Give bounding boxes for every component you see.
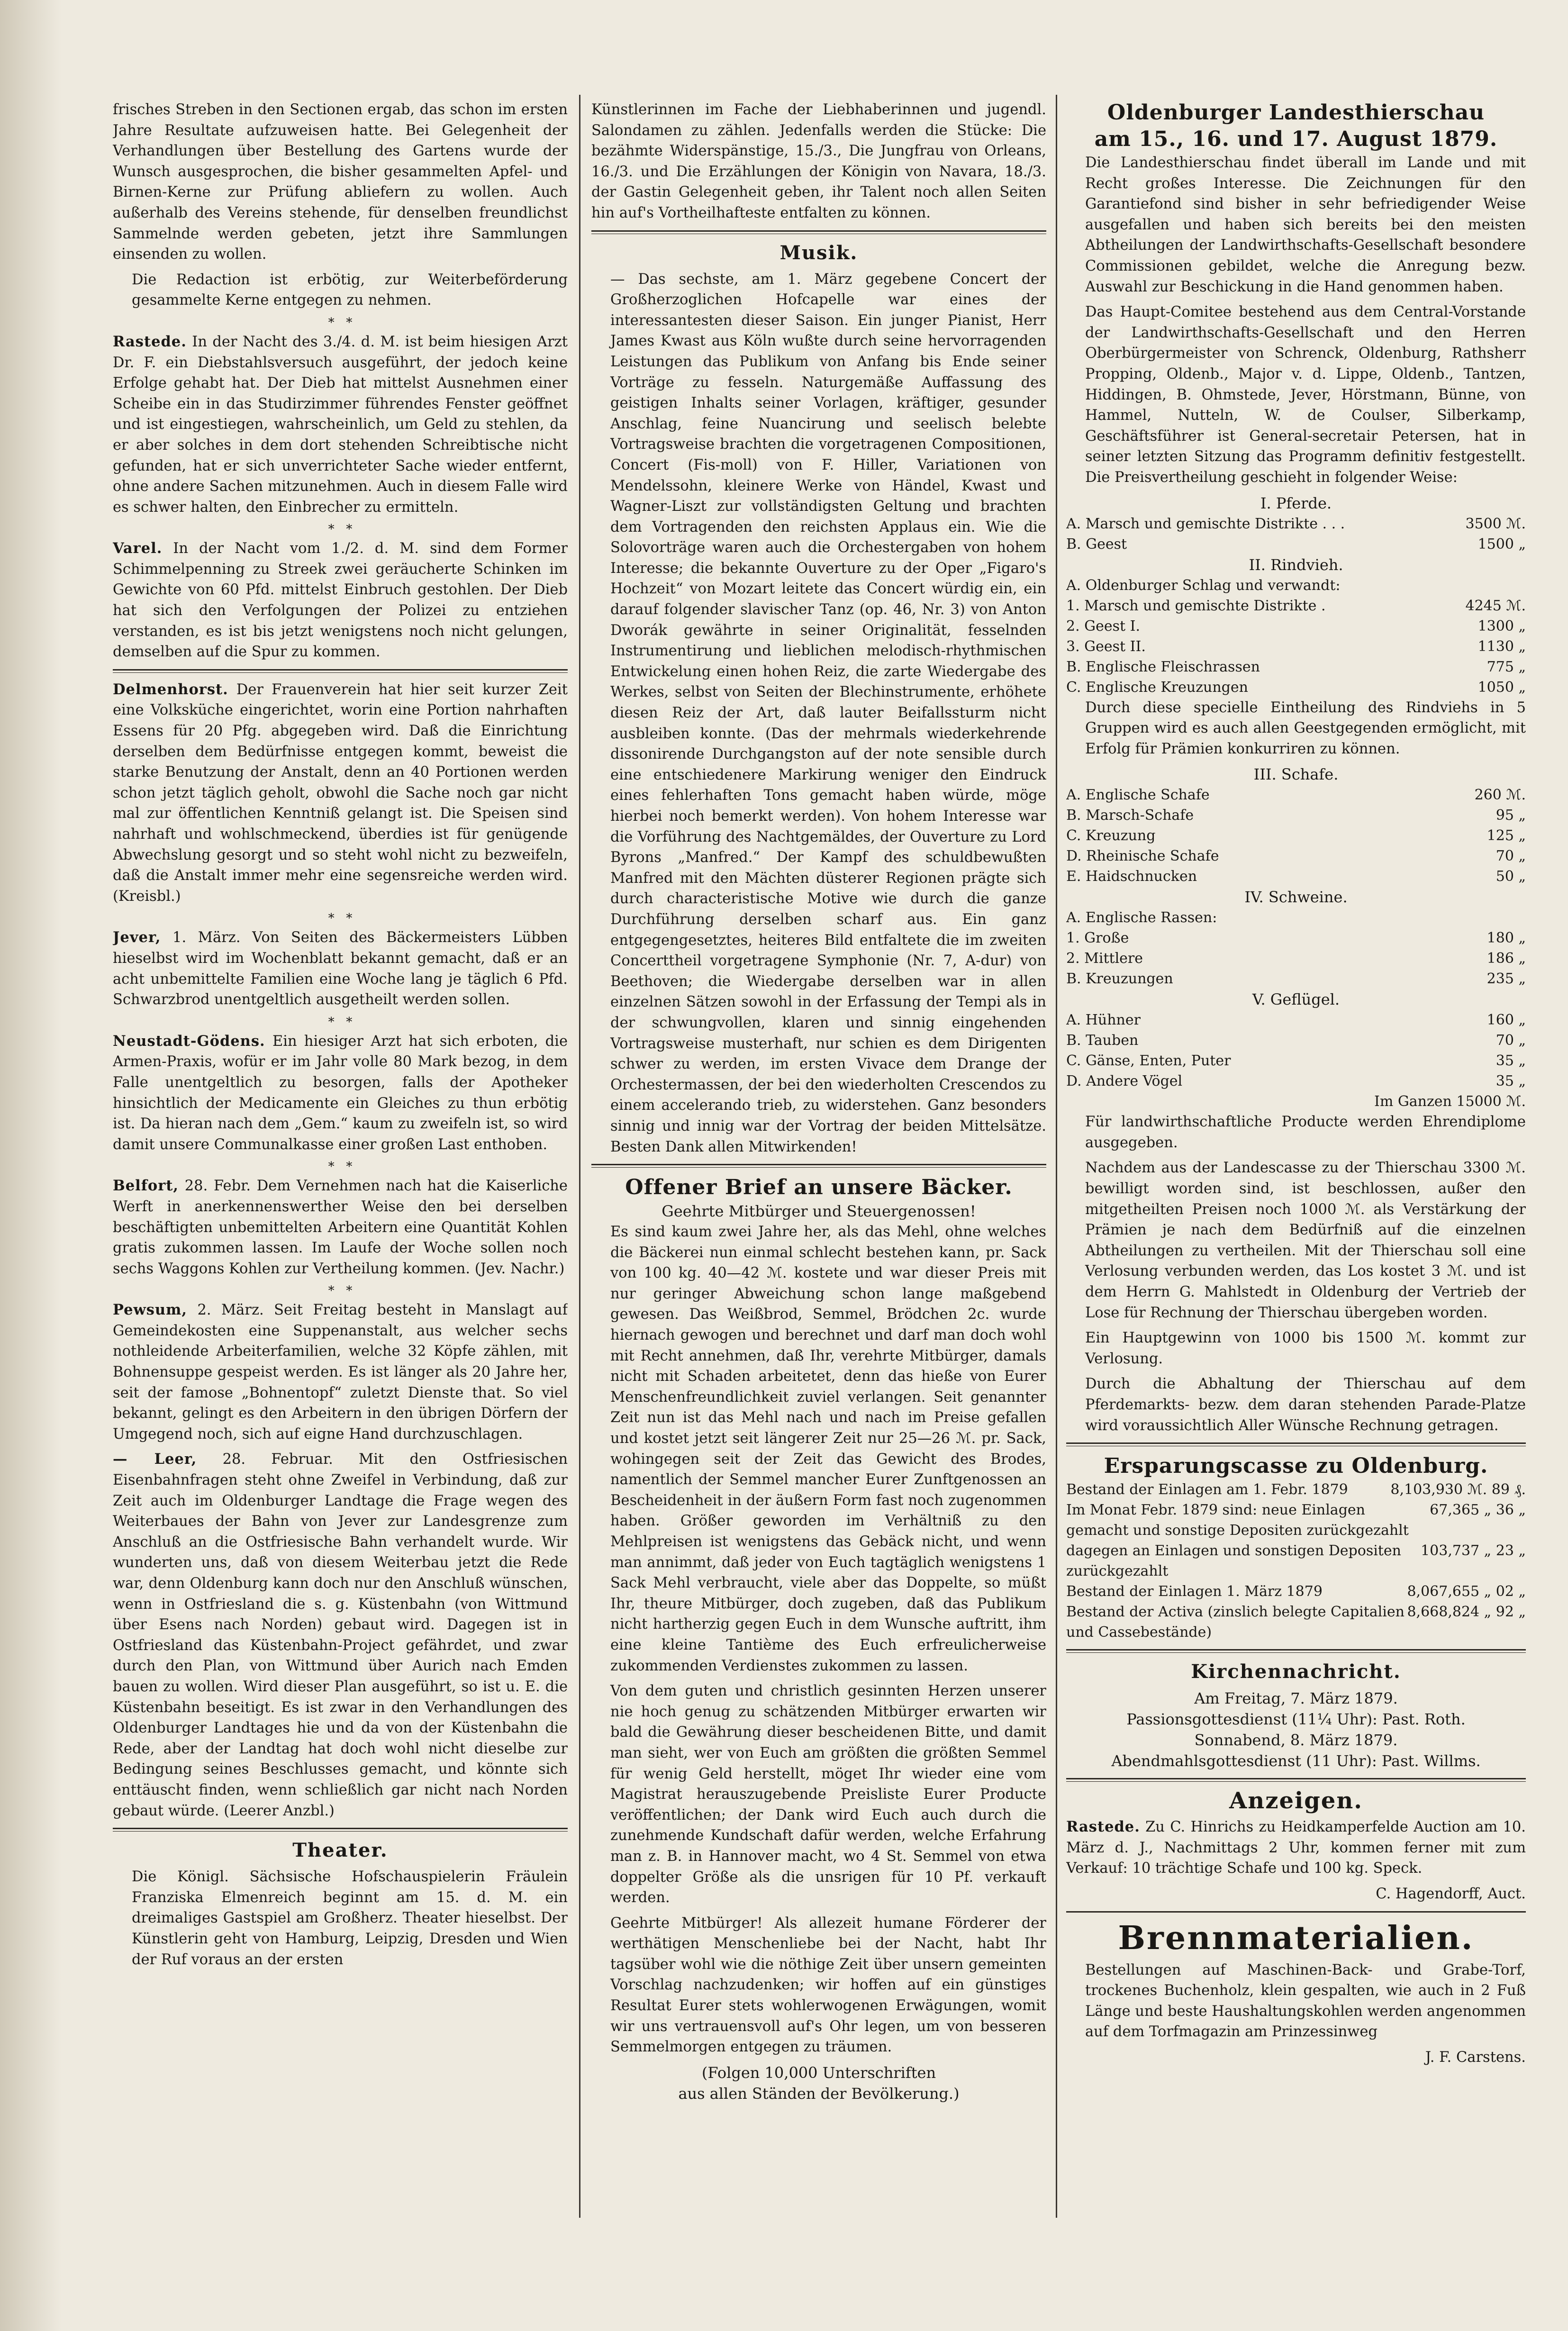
prize-list xyxy=(1066,514,1526,554)
row-amount: 186 „ xyxy=(1486,950,1526,967)
table-row xyxy=(1066,928,1526,948)
table-row xyxy=(1066,969,1526,989)
article-leer xyxy=(113,1449,568,1821)
separator-stars: * * xyxy=(328,911,353,926)
place-label: Varel. xyxy=(113,540,163,557)
church-line: Am Freitag, 7. März 1879. xyxy=(1194,1689,1398,1708)
table-row xyxy=(1066,948,1526,969)
table-row xyxy=(1066,616,1526,636)
separator-stars: * * xyxy=(328,315,353,330)
ad-signature: J. F. Carstens. xyxy=(1425,2049,1526,2066)
row-label: Bestand der Activa (zinslich belegte Capitalien und Cassebestände) xyxy=(1066,1604,1405,1641)
ads-heading: Anzeigen. xyxy=(1229,1787,1363,1814)
row-amount: 67,365 „ 36 „ xyxy=(1430,1502,1526,1519)
row-label: E. Haidschnucken xyxy=(1066,868,1197,885)
row-label: B. Tauben xyxy=(1066,1032,1139,1049)
article-text: Ein hiesiger Arzt hat sich erboten, die Armen-Praxis, wofür er im Jahr volle 80 Mark bezog, in dem Falle unentgeltlich zu besorgen, falls der Apotheker hinsichtlich der Medicamente ein Gleiches zu thun erbötig ist. Da hieran nach dem „Gem.“ kaum zu zweifeln ist, so wird damit unsere Communalkasse einer großen Last enthoben. xyxy=(113,1033,568,1153)
article-text: 28. Februar. Mit den Ostfriesischen Eisenbahnfragen steht ohne Zweifel in Verbindung, daß zur Zeit auch im Oldenburger Landtage die Frage wegen des Weiterbaues der Bahn von Jever zur Landesgrenze zum Anschluß an die Ostfriesische Bahn verhandelt wurde. Wir wunderten uns, daß von diesem Weiterbau jetzt die Rede war, denn Oldenburg kann doch nur den Anschluß wünschen, wenn in Ostfriesland die s. g. Küstenbahn (von Wittmund über Esens nach Norden) gebaut wird. Dagegen ist in Ostfriesland das Küstenbahn-Project gefährdet, und zwar durch den Plan, von Wittmund über Aurich nach Emden bauen zu wollen. Wird dieser Plan ausgeführt, so ist u. E. die Küstenbahn beseitigt. Es ist zwar in den Verhandlungen des Oldenburger Landtages hie und da von der Küstenbahn die Rede, aber der Landtag hat doch wohl nicht dieselbe zur Bedingung seines Beschlusses gemacht, und könnte sich enttäuscht finden, wenn schließlich gar nicht nach Norden gebaut würde. xyxy=(113,1451,568,1819)
table-row xyxy=(1066,1541,1526,1581)
row-amount: 4245 ℳ. xyxy=(1465,597,1526,614)
row-amount: 70 „ xyxy=(1495,1032,1526,1049)
source-label: (Jev. Nachr.) xyxy=(474,1260,565,1277)
row-label: 2. Mittlere xyxy=(1066,950,1143,967)
table-row xyxy=(1066,596,1526,616)
row-label: 3. Geest II. xyxy=(1066,638,1146,655)
separator-stars: * * xyxy=(328,522,353,537)
table-row xyxy=(1066,534,1526,554)
row-amount: 180 „ xyxy=(1486,930,1526,947)
prize-list xyxy=(1066,596,1526,698)
row-amount: 35 „ xyxy=(1495,1052,1526,1070)
separator-stars: * * xyxy=(328,1284,353,1298)
row-amount: 8,103,930 ℳ. 89 ₰. xyxy=(1390,1481,1526,1498)
church-heading: Kirchennachricht. xyxy=(1191,1660,1401,1683)
row-label: 1. Marsch und gemischte Distrikte . xyxy=(1066,597,1326,614)
table-row xyxy=(1066,1500,1526,1541)
row-label: C. Englische Kreuzungen xyxy=(1066,679,1248,696)
row-amount: 235 „ xyxy=(1486,970,1526,988)
article-pewsum xyxy=(113,1300,568,1444)
place-label: Neustadt-Gödens. xyxy=(113,1032,265,1050)
row-amount: 70 „ xyxy=(1495,848,1526,865)
table-row xyxy=(1066,1602,1526,1642)
article-text: Die Königl. Sächsische Hofschauspielerin Fräulein Franziska Elmenreich beginnt am 15. d. M. ein dreimaliges Gastspiel am Großherz. Theater hieselbst. Der Künstlerin geht von Hamburg, Leipzig, Dresden und Wien der Ruf voraus an der ersten xyxy=(132,1868,568,1968)
article-varel xyxy=(113,538,568,662)
article-text: Ein Hauptgewinn von 1000 bis 1500 ℳ. kommt zur Verlosung. xyxy=(1085,1330,1526,1367)
table-row xyxy=(1066,805,1526,825)
column-rule xyxy=(579,95,580,2218)
article-text: frisches Streben in den Sectionen ergab, das schon im ersten Jahre Resultate aufzuweisen hatte. Bei Gelegenheit der Verhandlungen über Bestellung des Gartens wurde der Wunsch ausgesprochen, die bisher gesammelten Apfel- und Birnen-Kerne zur Prüfung abliefern zu wollen. Auch außerhalb des Vereins stehende, für denselben freundlichst Sammelnde werden gebeten, jetzt ihre Sammlungen einsenden zu wollen. xyxy=(113,101,568,263)
section-heading-theater: Theater. xyxy=(292,1839,388,1862)
row-label: dagegen an Einlagen und sonstigen Depositen zurückgezahlt xyxy=(1066,1542,1401,1580)
article-text: Künstlerinnen im Fache der Liebhaberinnen und jugendl. Salondamen zu zählen. Jedenfalls werden die Stücke: Die bezähmte Widerspänstige, 15./3., Die Jungfrau von Orleans, 16./3. und Die Erzählungen der Königin von Navara, 18./3. der Gastin Gelegenheit geben, ihr Talent noch allen Seiten hin auf's Vortheilhafteste entfalten zu können. xyxy=(591,101,1046,221)
article-rastede xyxy=(113,332,568,517)
row-amount: 35 „ xyxy=(1495,1073,1526,1090)
row-amount: 1500 „ xyxy=(1477,535,1526,553)
column-1 xyxy=(113,100,568,1975)
prize-category-heading: II. Rindvieh. xyxy=(1249,555,1343,574)
column-2 xyxy=(591,100,1046,2104)
row-amount: 8,067,655 „ 02 „ xyxy=(1407,1583,1526,1600)
row-label: B. Kreuzungen xyxy=(1066,970,1173,988)
prize-category-heading: III. Schafe. xyxy=(1253,765,1339,784)
source-label: (Leerer Anzbl.) xyxy=(224,1802,335,1819)
article-text: Das Haupt-Comitee bestehend aus dem Central-Vorstande der Landwirthschafts-Gesellschaft und den Herren Oberbürgermeister von Schrenck, Oldenburg, Rathsherr Propping, Oldenb., Major v. d. Lippe, Oldenb., Tantzen, Hiddingen, B. Ohmstede, Jever, Hörstmann, Bünne, von Hammel, Nutteln, W. de Coulser, Silberkamp, Geschäftsführer ist General-secretair Petersen, hat in seiner letzten Sitzung das Programm definitiv festgestellt. Die Preisvertheilung geschieht in folgender Weise: xyxy=(1085,304,1526,486)
ad-text: Zu C. Hinrichs zu Heidkamperfelde Auction am 10. März d. J., Nachmittags 2 Uhr, kommen ferner mit zum Verkauf: 10 trächtige Schafe und 100 kg. Speck. xyxy=(1066,1819,1526,1877)
table-row xyxy=(1066,785,1526,805)
article-text: Die Redaction ist erbötig, zur Weiterbeförderung gesammelte Kerne entgegen zu nehmen. xyxy=(132,271,568,309)
row-amount: 775 „ xyxy=(1486,658,1526,675)
row-amount: 1130 „ xyxy=(1477,638,1526,655)
article-text: 1. März. Von Seiten des Bäckermeisters Lübben hieselbst wird im Wochenblatt bekannt gemacht, daß er an acht unbemittelte Familien eine Woche lang je täglich 6 Pfd. Schwarzbrod unentgeltlich ausgetheilt werden sollen. xyxy=(113,929,568,1008)
section-rule xyxy=(591,1164,1046,1168)
section-rule xyxy=(113,1828,568,1832)
article-neustadt xyxy=(113,1031,568,1155)
place-label: Rastede. xyxy=(1066,1818,1140,1836)
row-amount: 1050 „ xyxy=(1477,679,1526,696)
section-rule xyxy=(1066,1649,1526,1653)
notice-title: Oldenburger Landesthierschau xyxy=(1107,100,1485,125)
section-rule xyxy=(1066,1442,1526,1446)
row-amount: 160 „ xyxy=(1486,1012,1526,1029)
article-text: Die Landesthierschau findet überall im Lande und mit Recht großes Interesse. Die Zeichnungen für den Garantiefond sind bisher in sehr befriedigender Weise ausgefallen und haben sich bereits bei den meisten Abtheilungen der Landwirthschafts-Gesellschaft besondere Commissionen gebildet, welche die Anregung bezw. Auswahl zur Beschickung in die Hand genommen haben. xyxy=(1085,154,1526,295)
article-text: Für landwirthschaftliche Producte werden Ehrendiplome ausgegeben. xyxy=(1085,1114,1526,1151)
table-row xyxy=(1066,657,1526,677)
page-edge-shadow xyxy=(0,0,62,2331)
church-list xyxy=(1066,1688,1526,1771)
article-text: 28. Febr. Dem Vernehmen nach hat die Kaiserliche Werft in anerkennenswerther Weise den bei derselben beschäftigten unbemittelten Arbeitern eine Quantität Kohlen gratis zukommen lassen. Im Laufe der Woche sollen noch sechs Waggons Kohlen zur Vertheilung kommen. xyxy=(113,1178,568,1277)
church-line: Passionsgottesdienst (11¼ Uhr): Past. Roth. xyxy=(1126,1710,1466,1729)
letter-signature: aus allen Ständen der Bevölkerung.) xyxy=(678,2084,960,2103)
table-row xyxy=(1066,514,1526,534)
article-text: Durch die Abhaltung der Thierschau auf dem Pferdemarkts- bezw. dem daran stehenden Parade-Platze wird voraussichtlich Aller Wünsche Rechnung getragen. xyxy=(1085,1376,1526,1434)
row-label: C. Gänse, Enten, Puter xyxy=(1066,1052,1231,1070)
place-label: Rastede. xyxy=(113,333,187,350)
section-heading-musik: Musik. xyxy=(779,241,858,264)
ad-signature: C. Hagendorff, Auct. xyxy=(1376,1885,1526,1902)
article-jever xyxy=(113,927,568,1010)
table-row xyxy=(1066,1581,1526,1602)
ad-text: Bestellungen auf Maschinen-Back- und Grabe-Torf, trockenes Buchenholz, klein gespalten, wie auch in 2 Fuß Länge und beste Haushaltungskohlen werden angenommen auf dem Torfmagazin am Prinzessinweg xyxy=(1085,1961,1526,2041)
table-row xyxy=(1066,1030,1526,1051)
place-label: — Leer, xyxy=(113,1451,197,1468)
church-line: Abendmahlsgottesdienst (11 Uhr): Past. Willms. xyxy=(1111,1752,1481,1770)
table-row xyxy=(1066,1071,1526,1091)
article-delmenhorst xyxy=(113,680,568,907)
article-text: Es sind kaum zwei Jahre her, als das Mehl, ohne welches die Bäckerei nun einmal schlecht bestehen kann, pr. Sack von 100 kg. 40—42 ℳ. kostete und war dieser Preis mit nur geringer Abweichung schon lange maßgebend gewesen. Das Weißbrod, Semmel, Brödchen 2c. wurde hiernach gewogen und berechnet und darf man doch wohl mit Recht annehmen, daß Ihr, verehrte Mitbürger, damals nicht mit Schaden arbeitetet, denn das hieße von Eurer Menschenfreundlichkeit zuviel verlangen. Seit genannter Zeit nun ist das Mehl nach und nach im Preise gefallen und kostet jetzt seit längerer Zeit nur 25—26 ℳ. pr. Sack, wohingegen seit der Zeit das Gewicht des Brodes, namentlich der Semmel mancher Eurer Zunftgenossen an Bescheidenheit in der äußern Form fast noch zugenommen haben. Größer geworden im Verhältniß zu den Mehlpreisen ist wenigstens das Gebäck nicht, und wenn man annimmt, daß jeder von Euch tagtäglich wenigstens 1 Sack Mehl verbraucht, viele aber das Doppelte, so müßt Ihr, theure Mitbürger, doch zugeben, daß das Publikum nicht hartherzig gegen Euch in dem Wunsche auftritt, ihm eine kleine Tantième des Euch erfreulicherweise zukommenden Verdienstes zukommen zu lassen. xyxy=(610,1224,1046,1674)
row-label: B. Marsch-Schafe xyxy=(1066,807,1194,824)
row-amount: 103,737 „ 23 „ xyxy=(1421,1542,1526,1560)
prize-category-heading: V. Geflügel. xyxy=(1252,990,1340,1009)
savings-bank-title: Ersparungscasse zu Oldenburg. xyxy=(1104,1454,1488,1478)
column-rule xyxy=(1056,95,1057,2218)
notice-subtitle: am 15., 16. und 17. August 1879. xyxy=(1094,127,1498,151)
row-label: B. Geest xyxy=(1066,535,1127,553)
table-row xyxy=(1066,846,1526,866)
source-label: (Kreisbl.) xyxy=(113,888,181,905)
place-label: Jever, xyxy=(113,929,161,946)
row-amount: 95 „ xyxy=(1495,807,1526,824)
row-label: D. Rheinische Schafe xyxy=(1066,848,1219,865)
column-3 xyxy=(1066,100,1526,2073)
row-label: A. Marsch und gemischte Distrikte . . . xyxy=(1066,515,1345,532)
article-text: Der Frauenverein hat hier seit kurzer Zeit eine Volksküche eingerichtet, worin eine Portion nahrhaften Essens für 20 Pfg. abgegeben wird. Daß die Einrichtung derselben dem Bedürfnisse entgegen kommt, beweist die starke Benutzung der Anstalt, denn an 40 Portionen werden schon jetzt täglich geholt, obwohl die Sache noch gar nicht mal zur öffentlichen Kenntniß gelangt ist. Die Speisen sind nahrhaft und wohlschmeckend, überdies ist für genügende Abwechslung gesorgt und so steht wohl nicht zu bezweifeln, daß die Anstalt immer mehr eine segensreiche werden wird. xyxy=(113,681,568,884)
row-amount: 3500 ℳ. xyxy=(1465,515,1526,532)
table-row xyxy=(1066,825,1526,846)
prize-list xyxy=(1066,785,1526,887)
prize-category-heading: I. Pferde. xyxy=(1260,494,1332,512)
article-text: Von dem guten und christlich gesinnten Herzen unserer nie hoch genug zu schätzenden Mitbürger erwarten wir bald die Gewährung dieser bescheidenen Bitte, und damit man sieht, wer von Euch am größten die größten Semmel für wenig Geld herstellt, möget Ihr wieder eine vom Magistrat herauszugebende Preisliste Eurer Producte veröffentlichen; der Dank wird Euch auch durch die zunehmende Kundschaft dafür werden, welche Erfahrung man z. B. in Hannover macht, wo 4 St. Semmel von etwa doppelter Größe als die unsrigen für 10 Pf. verkauft werden. xyxy=(610,1683,1046,1906)
prize-total: Im Ganzen 15000 ℳ. xyxy=(1374,1093,1526,1110)
church-line: Sonnabend, 8. März 1879. xyxy=(1194,1731,1398,1750)
letter-heading: Offener Brief an unsere Bäcker. xyxy=(625,1175,1013,1200)
article-text: In der Nacht des 3./4. d. M. ist beim hiesigen Arzt Dr. F. ein Diebstahlsversuch ausgeführt, der jedoch keine Erfolge gehabt hat. Der Dieb hat mittelst Ausnehmen einer Scheibe ein in das Studirzimmer führendes Fenster geöffnet und ist eingestiegen, wahrscheinlich, um Geld zu stehlen, da er aber solches in dem dort stehenden Schreibtische nicht gefunden, hat er sich unverrichteter Sache wieder entfernt, ohne andere Sachen mitzunehmen. Auch in diesem Falle wird es schwer halten, den Einbrecher zu ermitteln. xyxy=(113,333,568,516)
article-belfort xyxy=(113,1176,568,1279)
savings-bank-table xyxy=(1066,1479,1526,1642)
row-amount: 8,668,824 „ 92 „ xyxy=(1407,1604,1526,1621)
ad-rule xyxy=(1066,1911,1526,1913)
row-amount: 50 „ xyxy=(1495,868,1526,885)
row-amount: 260 ℳ. xyxy=(1474,787,1526,804)
article-text: Nachdem aus der Landescasse zu der Thierschau 3300 ℳ. bewilligt worden sind, ist beschlossen, außer den mitgetheilten Preisen noch 1000 ℳ. als Verstärkung der Prämien je nach dem Bedürfniß auf die einzelnen Abtheilungen zu vertheilen. Mit der Thierschau soll eine Verlosung verbunden werden, das Los kostet 3 ℳ. und ist dem Herrn G. Mahlstedt in Oldenburg der Vertrieb der Lose für Rechnung der Thierschau übergeben worden. xyxy=(1085,1160,1526,1321)
prize-list xyxy=(1066,1010,1526,1091)
row-label: Im Monat Febr. 1879 sind: neue Einlagen gemacht und sonstige Depositen zurückgezahlt xyxy=(1066,1502,1409,1539)
separator-stars: * * xyxy=(328,1015,353,1029)
prize-subheading: A. Englische Rassen: xyxy=(1066,909,1217,926)
row-amount: 1300 „ xyxy=(1477,617,1526,635)
place-label: Delmenhorst. xyxy=(113,680,228,698)
place-label: Pewsum, xyxy=(113,1301,188,1319)
separator-stars: * * xyxy=(328,1160,353,1174)
section-rule xyxy=(591,230,1046,234)
row-label: B. Englische Fleischrassen xyxy=(1066,658,1260,675)
ad-heading-brennmaterialien: Brennmaterialien. xyxy=(1118,1919,1474,1957)
letter-signature: (Folgen 10,000 Unterschriften xyxy=(701,2063,936,2082)
table-row xyxy=(1066,1479,1526,1500)
row-label: C. Kreuzung xyxy=(1066,827,1156,844)
article-text: — Das sechste, am 1. März gegebene Concert der Großherzoglichen Hofcapelle war eines der interessantesten dieser Saison. Ein junger Pianist, Herr James Kwast aus Köln wußte durch seine hervorragenden Leistungen das Publikum von Anfang bis Ende seiner Vorträge zu fesseln. Naturgemäße Auffassung des geistigen Inhalts seiner Vorlagen, kräftiger, gesunder Anschlag, feine Nuancirung und seelisch belebte Vortragsweise brachten die vorgetragenen Compositionen, Concert (Fis-moll) von F. Hiller, Variationen von Mendelssohn, kleinere Werke von Händel, Kwast und Wagner-Liszt zur vollständigsten Geltung und brachten dem Vortragenden den reichsten Applaus ein. Wie die Solovorträge waren auch die Orchestergaben von hohem Interesse; die bekannte Ouverture zu der Oper „Figaro's Hochzeit“ von Mozart leitete das Concert würdig ein, ein darauf folgender slavischer Tanz (op. 46, Nr. 3) von Anton Dworák gewährte in seiner Originalität, fesselnden Instrumentirung und lieblichen melodisch-rhythmischen Entwickelung einen hohen Reiz, die zarte Wiedergabe des Werkes, selbst von Seiten der Blechinstrumente, erhöhete diesen Reiz der Art, daß lauter Beifallssturm nicht ausbleiben konnte. (Das der mehrmals wiederkehrende dissonirende Durchgangston auf der note sensible durch eine entschiedenere Markirung weniger den Eindruck eines fehlerhaften Tons gemacht haben würde, möge hierbei noch bemerkt werden). Von hohem Interesse war die Vorführung des Nachtgemäldes, der Ouverture zu Lord Byrons „Manfred.“ Der Kampf des schuldbewußten Manfred mit den Mächten düsterer Regionen prägte sich durch characteristische Motive wie durch die ganze Durchführung derselben scharf aus. Ein ganz entgegengesetztes, heiteres Bild entfaltete die im zweiten Concerttheil vorgetragene Symphonie (Nr. 7, A-dur) von Beethoven; die Wiedergabe derselben war in allen einzelnen Sätzen sowohl in der Erfassung der Tempi als in der schwungvollen, klaren und sinnig eingehenden Vortragsweise musterhaft, nur schien es dem Dirigenten schwer zu werden, im ersten Vivace dem Drange der Orchestermassen, der bei den wiederholten Crescendos zu einem accelerando trieb, zu widerstehen. Ganz besonders sinnig und innig war der Vortrag der beiden Mittelsätze. Besten Dank allen Mitwirkenden! xyxy=(610,271,1046,1155)
ad-rastede xyxy=(1066,1817,1526,1879)
article-text: Durch diese specielle Eintheilung des Rindviehs in 5 Gruppen wird es auch allen Geestgegenden ermöglicht, mit Erfolg für Prämien konkurriren zu können. xyxy=(1085,699,1526,757)
prize-subheading: A. Oldenburger Schlag und verwandt: xyxy=(1066,577,1341,594)
row-label: D. Andere Vögel xyxy=(1066,1073,1183,1090)
table-row xyxy=(1066,866,1526,887)
article-text: Geehrte Mitbürger! Als allezeit humane Förderer der werthätigen Menschenliebe bei der Nacht, habt Ihr tagsüber wohl wie die nöthige Zeit über unsern gemeinten Vorschlag nachzudenken; wir hoffen auf ein günstiges Resultat Eurer stets wohlerwogenen Erwägungen, womit wir uns vertrauensvoll auf's Ohr legen, um von besseren Semmelmorgen entgegen zu träumen. xyxy=(610,1914,1046,2056)
row-label: Bestand der Einlagen 1. März 1879 xyxy=(1066,1583,1323,1600)
table-row xyxy=(1066,1010,1526,1030)
table-row xyxy=(1066,677,1526,698)
article-text: In der Nacht vom 1./2. d. M. sind dem Former Schimmelpenning zu Streek zwei geräucherte Schinken im Gewichte von 60 Pfd. mittelst Einbruch gestohlen. Der Dieb hat sich den Verfolgungen der Polizei zu entziehen verstanden, es ist bis jetzt wenigstens noch nicht gelungen, demselben auf die Spur zu kommen. xyxy=(113,540,568,661)
row-label: A. Hühner xyxy=(1066,1012,1141,1029)
letter-salutation: Geehrte Mitbürger und Steuergenossen! xyxy=(662,1202,976,1221)
table-row xyxy=(1066,1051,1526,1071)
prize-list xyxy=(1066,928,1526,989)
section-rule xyxy=(113,669,568,673)
row-label: 2. Geest I. xyxy=(1066,617,1141,635)
row-label: Bestand der Einlagen am 1. Febr. 1879 xyxy=(1066,1481,1348,1498)
table-row xyxy=(1066,636,1526,657)
row-label: A. Englische Schafe xyxy=(1066,787,1210,804)
place-label: Belfort, xyxy=(113,1177,179,1195)
row-label: 1. Große xyxy=(1066,930,1129,947)
prize-category-heading: IV. Schweine. xyxy=(1244,888,1348,907)
row-amount: 125 „ xyxy=(1486,827,1526,844)
article-text: 2. März. Seit Freitag besteht in Manslagt auf Gemeindekosten eine Suppenanstalt, aus welcher sechs nothleidende Arbeiterfamilien, welche 32 Köpfe zählen, mit Bohnensuppe gespeist werden. Es ist länger als 20 Jahre her, seit der famose „Bohnentopf“ zuletzt Dienste that. So viel bekannt, gelingt es den Arbeitern in den übrigen Dörfern der Umgegend noch, sich auf eigne Hand durchzuschlagen. xyxy=(113,1302,568,1442)
section-rule xyxy=(1066,1778,1526,1782)
